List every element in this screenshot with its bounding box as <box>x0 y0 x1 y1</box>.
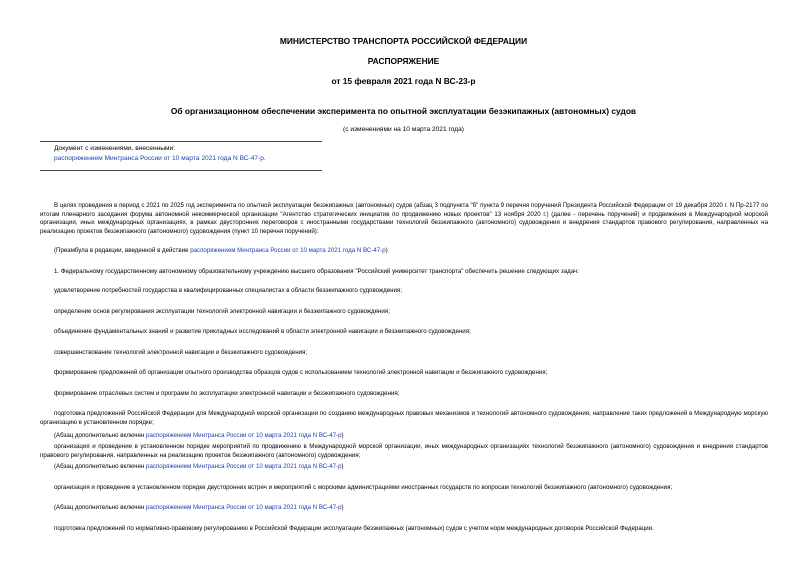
note-suffix: ) <box>341 504 344 511</box>
note-prefix: (Абзац дополнительно включен <box>54 432 147 439</box>
task-item: определение основ регулирования эксплуатации технологий электронной навигации и безэкипажного судовождения; <box>54 308 390 315</box>
page-title: Об организационном обеспечении эксперимента по опытной эксплуатации безэкипажных (автономных) судов <box>170 106 637 116</box>
ministry-name: МИНИСТЕРСТВО ТРАНСПОРТА РОССИЙСКОЙ ФЕДЕРАЦИИ <box>279 36 528 46</box>
amendment-link[interactable]: распоряжением Минтранса России от 10 марта 2021 года N ВС-47-р <box>146 463 342 470</box>
changes-box-bottom-rule <box>40 170 322 171</box>
task-item: организация и проведение в установленном порядке мероприятий по продвижению в Международной морской организации, иных международных организациях технологий безэкипажного (автономного) судовождения и внедрения стандартов правового регулирования, направленных на реализацию проектов безэкипажного (автономного) судовождения; <box>40 443 768 459</box>
task-item: удовлетворение потребностей государства в квалифицированных специалистах в области безэкипажного судовождения; <box>54 287 402 294</box>
task-item: организация и проведение в установленном порядке двусторонних встреч и мероприятий с морскими администрациями иностранных государств по вопросам технологий безэкипажного (автономного) судовождения; <box>54 484 673 491</box>
changes-box-top-rule <box>40 141 322 142</box>
document-type: РАСПОРЯЖЕНИЕ <box>367 56 440 66</box>
task-item: объединение фундаментальных знаний и развитие прикладных исследований в области электронной навигации и безэкипажного судовождения; <box>54 328 471 335</box>
note-prefix: (Преамбула в редакции, введенной в действие <box>54 247 191 254</box>
note-prefix: (Абзац дополнительно включен <box>54 463 147 470</box>
task-item: формирование предложений об организации опытного производства образцов судов с использованием технологий электронной навигации и безэкипажного судовождения; <box>54 369 548 376</box>
note-suffix: ) <box>341 432 344 439</box>
changes-box-link[interactable]: распоряжением Минтранса России от 10 марта 2021 года N ВС-47-р. <box>54 155 266 162</box>
note-suffix: ) <box>385 247 388 254</box>
changes-box-label: Документ с изменениями, внесенными: <box>54 145 176 152</box>
task-item: формирование отраслевых систем и программ по эксплуатации электронной навигации и безэкипажного судовождения; <box>54 390 400 397</box>
added-note <box>54 463 344 470</box>
note-suffix: ) <box>341 463 344 470</box>
preamble-paragraph: В целях проведения в период с 2021 по 2025 год эксперимента по опытной эксплуатации безэкипажных (автономных) судов (абзац 3 подпункта "б" пункта 9 перечня поручений Президента Российской Федерации от 19 декабря 2020 г. N Пр-2177 по итогам пленарного заседания форума автономной некоммерческой организации "Агентство стратегических инициатив по продвижению новых проектов" 13 ноября 2020 г.) (далее - перечень поручений) и продвижения в Международной морской организации, иных международных организациях, в рамках двусторонних переговоров с иностранными государствами технологий безэкипажного (автономного) судовождения и внедрения стандартов правового регулирования, направленных на реализацию проектов безэкипажного (автономного) судовождения (пункт 10 перечня поручений): <box>40 202 768 235</box>
note-prefix: (Абзац дополнительно включен <box>54 504 147 511</box>
task-item: совершенствование технологий электронной навигации и безэкипажного судовождения; <box>54 349 308 356</box>
amendments-note: (с изменениями на 10 марта 2021 года) <box>343 126 464 133</box>
task-item: подготовка предложений по нормативно-правовому регулированию в Российской Федерации эксплуатации безэкипажных (автономных) судов с учетом норм международных договоров Российской Федерации. <box>54 525 654 532</box>
preamble-edit-note <box>54 247 388 254</box>
document-date-number: от 15 февраля 2021 года N ВС-23-р <box>331 76 476 86</box>
added-note <box>54 432 344 439</box>
amendment-link[interactable]: распоряжением Минтранса России от 10 марта 2021 года N ВС-47-р <box>190 247 386 254</box>
task-item: подготовка предложений Российской Федерации для Международной морской организации по созданию международных правовых механизмов и технологий автономного судовождения, направление таких предложений в Международную морскую организацию в установленном порядке; <box>40 410 768 426</box>
amendment-link[interactable]: распоряжением Минтранса России от 10 марта 2021 года N ВС-47-р <box>146 504 342 511</box>
amendment-link[interactable]: распоряжением Минтранса России от 10 марта 2021 года N ВС-47-р <box>146 432 342 439</box>
added-note <box>54 504 344 511</box>
item-1: 1. Федеральному государственному автономному образовательному учреждению высшего образования "Российский университет транспорта" обеспечить решение следующих задач: <box>54 268 579 275</box>
